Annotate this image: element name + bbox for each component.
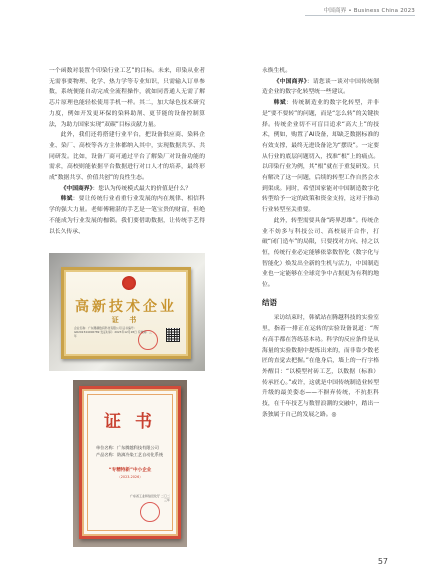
interviewee-label: 韩斌: [273, 100, 287, 107]
left-column: [49, 66, 205, 237]
high-tech-enterprise-certificate-photo: [49, 253, 205, 371]
certificate-product-line: 产品名称：防滴冷染工艺自动化系统: [96, 452, 164, 457]
red-seal-icon: [140, 502, 160, 522]
page-number: 57: [377, 557, 388, 566]
right-paragraph-4: 此外，转型需要具备“跨界思维”。传统企业不妨多与科技公司、高校展开合作，打破“闭门造车”的局限，只要找对方向、持之以恒，传统行业必定能够依靠数智化（数字化与智能化）焕发出全新的生机与活力，中国制造业也一定能够在全球竞争中占据更为有利的地位。: [262, 217, 379, 289]
right-answer: [262, 98, 379, 216]
red-seal-icon: [138, 330, 158, 350]
certificate-issuer: 广东省工业和信息化厅 二〇二三年: [130, 493, 170, 502]
interviewer-label: 《中国商界》: [60, 185, 93, 192]
conclusion-paragraph: [262, 313, 379, 420]
certificate-award-years: （2023-2026）: [117, 475, 143, 479]
left-question: [49, 184, 205, 195]
conclusion-text: 采访结束时，韩斌站在腾越科技的实验室里，指着一排正在运转的实验设备说道：“所有高手都在答练基本功。科学的反应条件是从海量的实验数据中提炼出来的，而非靠少数老匠的直觉去把握。”在他身后，墙上的一行字格外醒目：“以模型衬砖工艺，以数据（标准）传承匠心。”或许，这就是中国传统制造业转型升级的最美姿态——不摒弃传统，不抗拒科技，在千年技艺与数智浪潮的交融中，踏出一条独属于自己的发展之路。: [262, 315, 379, 418]
answer-text: ：要让传统行业看重行业发展的内在规律、相信科学的强大力量。老师傅精湛的手艺是一笔宝贵的财富，但绝不能成为行业发展的枷锁。我们要借助数据，让传统手艺得以长久传承、: [49, 196, 205, 235]
left-paragraph-1: 一个函数对装置个印染行业工艺”的目标。未来，印染从业者无需事要物理、化学、热力学等专业知识，只需输入订单参数，系统便能自动完成全流程操作，就如同普通人无需了解芯片原理也能轻松使用手机一样。其二，加大绿色技术研究力度，例如开发更环保的染料助剂、更节能的设备控制算法，为助力国家实现“双碳”目标贡献力量。: [49, 68, 205, 128]
certificate-award: “专精特新”中小企业: [108, 468, 152, 473]
right-paragraph-1: 永焕生机。: [262, 68, 291, 74]
header-rule: [305, 15, 415, 16]
emblem-icon: [122, 276, 136, 290]
left-answer: [49, 194, 205, 237]
running-header: 中国商界 • Business China 2023: [323, 8, 415, 14]
interviewee-label: 韩斌: [60, 196, 73, 203]
certificate-details: 企业名称：广东腾越数码科技有限公司 证书编号：GR202344006789 发证时间：2023年12月28日 有效期：三年: [74, 326, 152, 338]
certificate-frame: [79, 386, 181, 539]
section-title-conclusion: 结语: [262, 297, 277, 307]
answer-text: ：传统制造业的数字化转型，并非是“要不要转”的问题，而是“怎么转”的关键抉择。传统企业切不可盲目追求“高大上”的技术，例如，购置了AI设备，却缺乏数据标准的有效支撑，最终无进设备沦为“摆设”。一定要从行业的底层问题切入，找准“根”上的痛点。以印染行业为例，其“根”就在于重复研发。只有解决了这一问题，后续的转型工作自然会水到渠成。同时，希望国家能对中国制造数字化转型给予一定的政策和资金支持，这对于推动行业转型至关重要。: [262, 100, 379, 214]
question-text: ：您认为传统模式最大的价值是什么？: [92, 185, 192, 192]
qr-code-icon: [166, 328, 180, 342]
certificate-frame: [61, 267, 191, 359]
certificate-title: 证 书: [104, 412, 156, 432]
specialized-sme-certificate-photo: [73, 380, 187, 547]
question-text: ：请您谈一谈对中国传统制造企业的数字化转型统一些建议。: [262, 78, 379, 96]
certificate-subtitle: 证 书: [111, 316, 141, 324]
interviewer-label: 《中国商界》: [273, 78, 307, 85]
right-column: [262, 66, 379, 421]
certificate-title: 高新技术企业: [75, 299, 177, 315]
end-mark-icon: ◎: [331, 411, 337, 418]
right-question: [262, 77, 379, 98]
left-paragraph-2: 此外，我们还将搭建行业平台，把设备供应商、染料企业、染厂、高校等各方主体都纳入其中，实现数据共享、共同研发。比如，设备厂商可通过平台了解染厂对设备功能的需求，高校则能依据平台数据进行对口人才的培养，最终形成“数据共享、价值共创”的良性生态。: [49, 132, 205, 182]
certificate-company-line: 单位名称：广东腾越科技有限公司: [96, 445, 159, 450]
